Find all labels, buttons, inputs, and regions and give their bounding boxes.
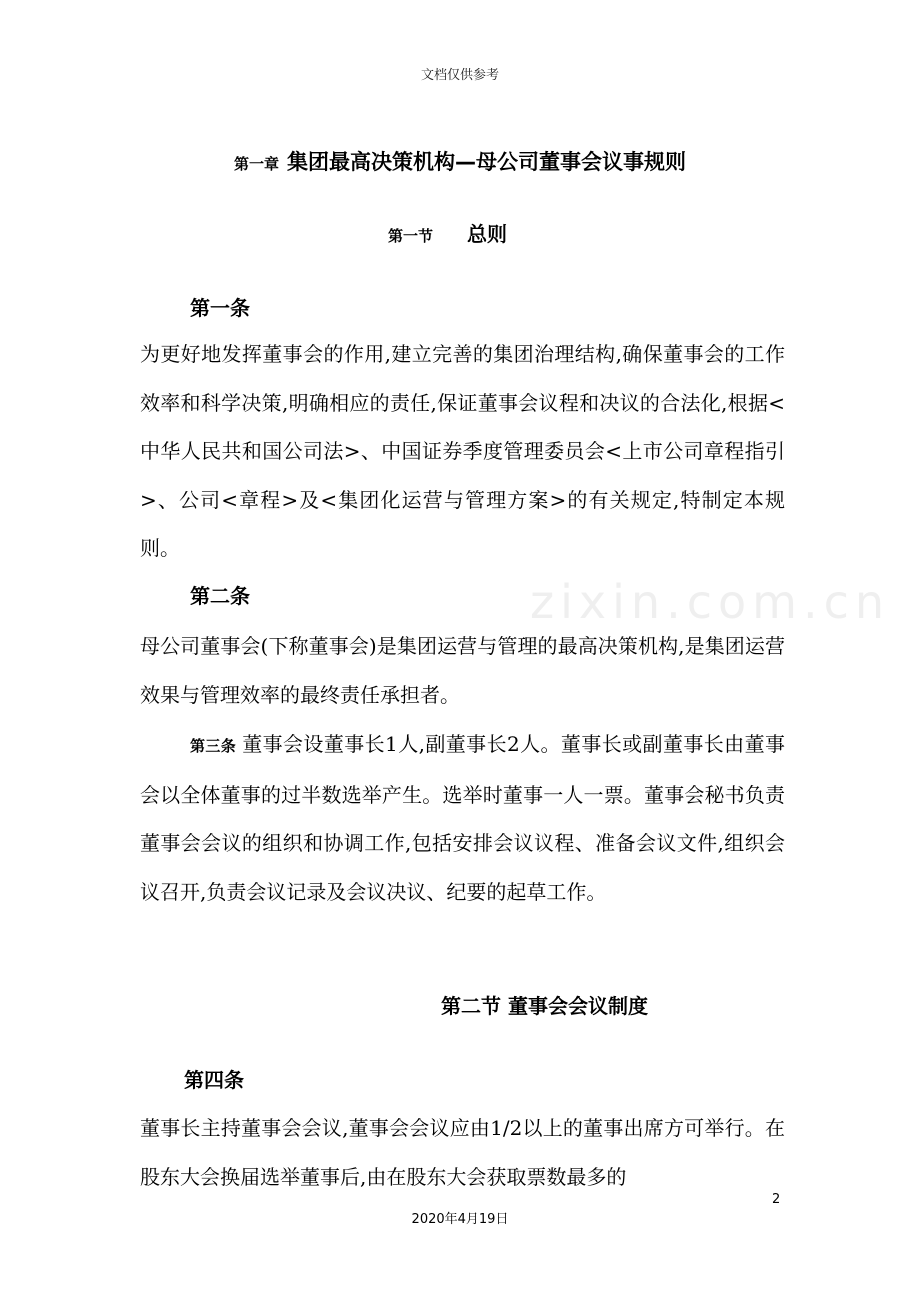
section-1-title-text: 总则	[467, 222, 508, 246]
header-note: 文档仅供参考	[420, 68, 499, 83]
article-3-heading: 第三条	[190, 737, 237, 755]
section-1-prefix: 第一节	[388, 227, 434, 245]
article-1-paragraph: 为更好地发挥董事会的作用,建立完善的集团治理结构,确保董事会的工作效率和科学决策,明确相应的责任,保证董事会议程和决议的合法化,根据<中华人民共和国公司法>、中国证券季度管理委员会<上市公司章程指引>、公司<章程>及<集团化运营与管理方案>的有关规定,特制定本规则。	[140, 342, 785, 560]
article-3-text: 董事会设董事长1人,副董事长2人。董事长或副董事长由董事会以全体董事的过半数选举产生。选举时董事一人一票。董事会秘书负责董事会会议的组织和协调工作,包括安排会议议程、准备会议文件,组织会议召开,负责会议记录及会议决议、纪要的起草工作。	[140, 732, 785, 904]
article-4-paragraph: 董事长主持董事会会议,董事会会议应由1/2以上的董事出席方可举行。在股东大会换届选举董事后,由在股东大会获取票数最多的	[140, 1116, 785, 1189]
article-2-heading: 第二条	[190, 584, 250, 608]
article-3-paragraph	[140, 720, 785, 916]
section-1-title	[388, 218, 507, 247]
footer-date: 2020年4月19日	[411, 1212, 509, 1227]
chapter-title-text: 集团最高决策机构—母公司董事会议事规则	[287, 150, 686, 174]
article-1-heading: 第一条	[190, 296, 250, 320]
section-2-title: 第二节 董事会会议制度	[441, 994, 648, 1018]
watermark-text: zixin.com.cn	[530, 575, 891, 629]
chapter-prefix: 第一章	[233, 155, 279, 173]
chapter-title	[0, 146, 920, 176]
article-2-paragraph: 母公司董事会(下称董事会)是集团运营与管理的最高决策机构,是集团运营效果与管理效率的最终责任承担者。	[140, 634, 785, 707]
article-4-heading: 第四条	[184, 1068, 244, 1092]
page-number: 2	[772, 1192, 781, 1207]
